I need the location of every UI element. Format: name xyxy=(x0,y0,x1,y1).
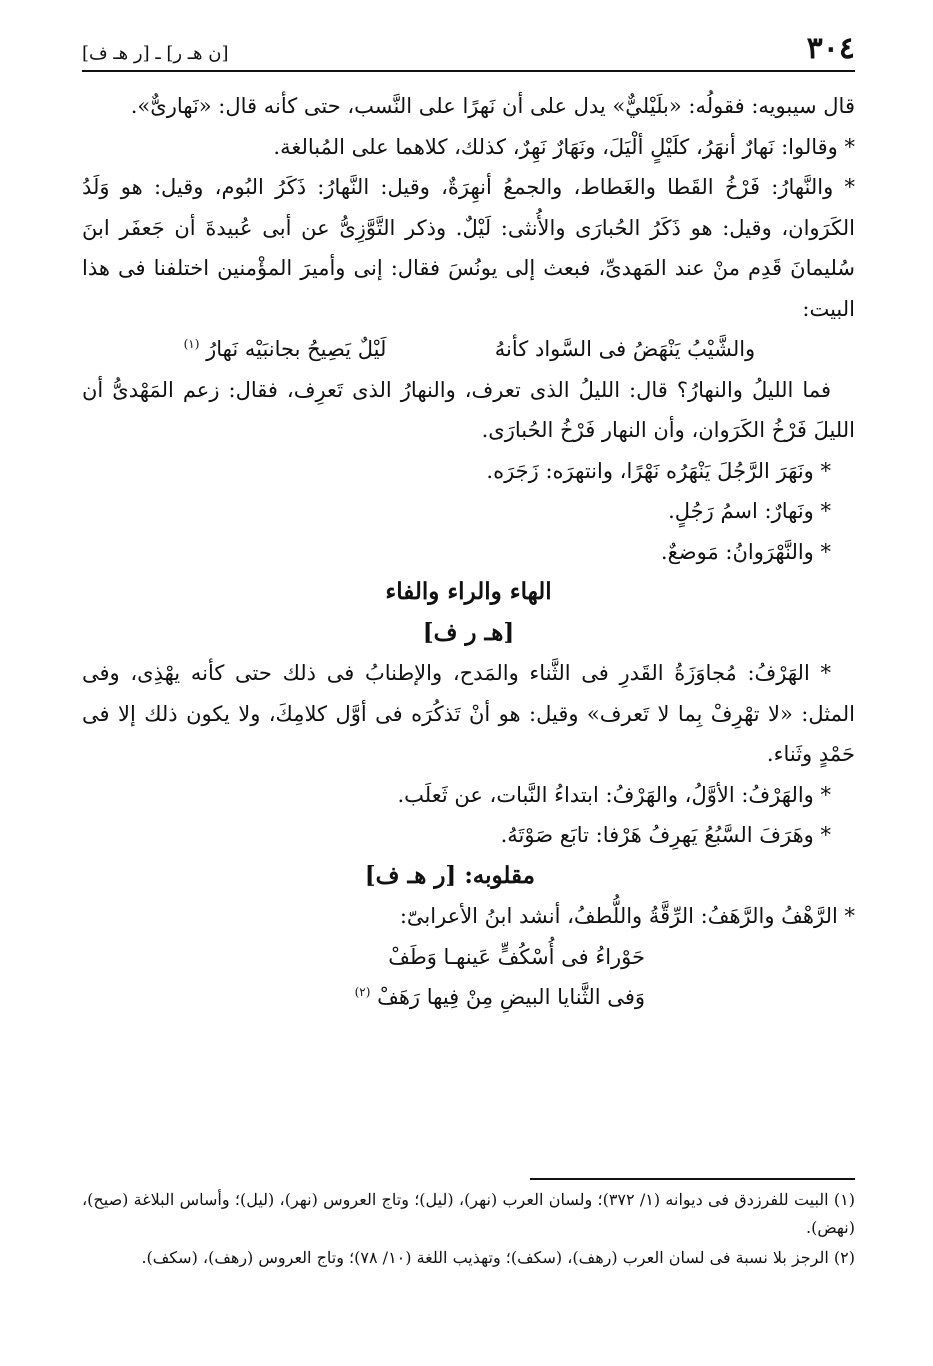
section-heading: الهاء والراء والفاء xyxy=(385,578,552,605)
verse-line xyxy=(82,329,855,370)
footnote-marker: (١) xyxy=(183,337,200,351)
paragraph: * الرَّهْفُ والرَّهَفُ: الرِّقَّةُ واللُّطفُ، أنشد ابنُ الأعرابىّ: xyxy=(399,904,855,928)
main-text xyxy=(82,86,855,1018)
entry-heading: [هـ ر ف] xyxy=(422,618,515,646)
paragraph: * والنَّهْرَوانُ: مَوضعٌ. xyxy=(660,539,831,564)
verse-hemistich-second-text: لَيْلٌ يَصِيحُ بجانبَيْه نَهارُ xyxy=(206,337,387,361)
paragraph: * ونَهارٌ: اسمُ رَجُلٍ. xyxy=(668,499,831,523)
paragraph: * الهَرْفُ: مُجاوَزَةُ القَدرِ فى الثَّناء والمَدح، والإطنابُ فى ذلك حتى كأنه يهْذِى، وفى المثل: «لا تهْرِفْ بِما لا تَعرف» وقيل: هو أنْ تَذكُرَه فى أوَّل كلامِكَ، ولا يكون ذلك إلا فى حَمْدٍ وثَناء. xyxy=(82,661,855,766)
verse-line xyxy=(82,977,855,1018)
verse-line-text: وَفى الثَّنايا البيضِ مِنْ فِيها رَهَفْ xyxy=(377,985,645,1009)
footnote-rule xyxy=(530,1178,855,1180)
subentry-heading: مقلوبه: [ر هـ ف] xyxy=(364,861,535,889)
paragraph: * والهَرْفُ: الأوَّلُ، والهَرْفُ: ابتداءُ النَّبات، عن ثَعلَب. xyxy=(397,782,831,807)
paragraph: * ونَهَرَ الرَّجُلَ يَنْهَرُه نَهْرًا، وانتهرَه: زَجَرَه. xyxy=(486,458,831,483)
running-head: [ن هـ ر] ـ [ر هـ ف] xyxy=(82,43,229,64)
footnotes xyxy=(82,1186,855,1275)
paragraph: * والنَّهارُ: فَرْخُ القَطا والغَطاط، والجمعُ أنهِرَةٌ، وقيل: النَّهارُ: ذَكَرُ البُوم، وقيل: هو وَلَدُ الكَرَوان، وقيل: هو ذَكَرُ الحُبارَى والأُنثى: لَيْلٌ. وذكر التَّوَّزِىُّ عن أبى عُبيدةَ أن جَعفَر ابنَ سُليمانَ قَدِم منْ عند المَهدىِّ، فبعث إلى يونُسَ فقال: إنى وأميرَ المؤْمنين اختلفنا فى هذا البيت: xyxy=(82,175,855,321)
paragraph: * وقالوا: نَهارٌ أنهَرُ، كلَيْلٍ ألْيَلَ، ونَهَارٌ نَهِرٌ، كذلك، كلاهما على المُبالغة. xyxy=(273,134,855,159)
verse-hemistich-second xyxy=(115,329,455,370)
page-number: ٣٠٤ xyxy=(806,31,855,66)
paragraph: فما الليلُ والنهارُ؟ قال: الليلُ الذى تعرف، والنهارُ الذى تَعرِف، فقال: زعم المَهْدىُّ أن الليلَ فَرْخُ الكَرَوان، وأن النهار فَرْخُ الحُبارَى. xyxy=(82,377,855,442)
page-header xyxy=(82,30,855,72)
footnote: (١) البيت للفرزدق فى ديوانه (١/ ٣٧٢)؛ ولسان العرب (نهر)، (ليل)؛ وتاج العروس (نهر)، (ليل)؛ وأساس البلاغة (صيح)، (نهض). xyxy=(82,1190,856,1237)
verse-hemistich-first: والشَّيْبُ يَنْهَضُ فى السَّواد كأنهُ xyxy=(494,337,756,361)
footnote: (٢) الرجز بلا نسبة فى لسان العرب (رهف)، (سكف)؛ وتهذيب اللغة (١٠/ ٧٨)؛ وتاج العروس (رهف)، (سكف). xyxy=(141,1248,855,1267)
footnote-marker: (٢) xyxy=(354,985,371,999)
verse-line: حَوْراءُ فى أُسْكُفٍّ عَينهـا وَطَفْ xyxy=(388,944,645,969)
paragraph: قال سيبويه: فقولُه: «بلَيْليٌّ» يدل على أن نَهرًا على النَّسب، حتى كأنه قال: «نَهارىٌّ». xyxy=(130,94,855,118)
paragraph: * وهَرَفَ السَّبُعُ يَهرِفُ هَرْفا: تابَع صَوْتَهُ. xyxy=(500,823,831,847)
